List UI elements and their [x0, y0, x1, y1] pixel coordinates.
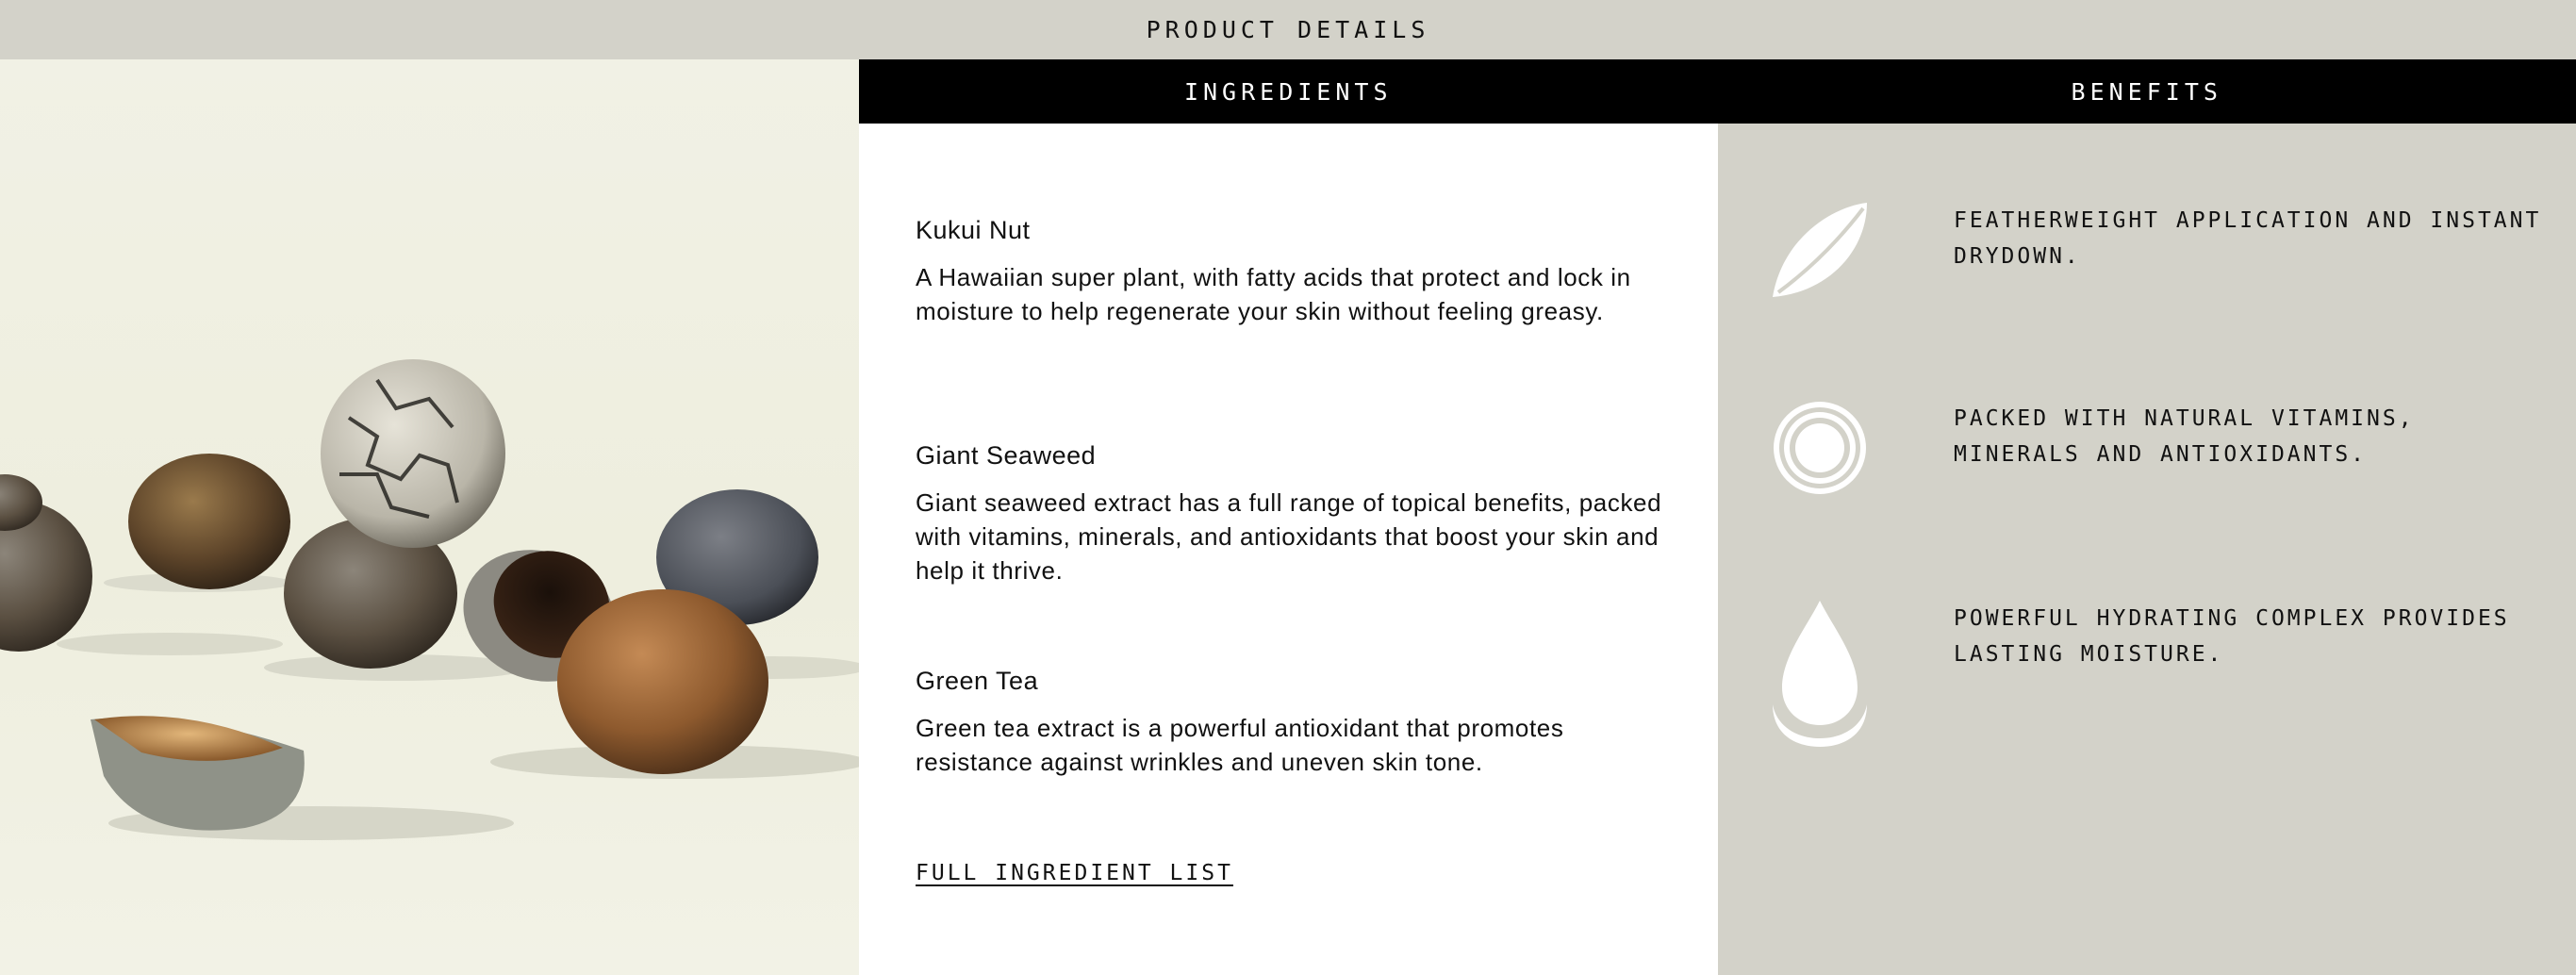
ingredient-description: Green tea extract is a powerful antioxidant that promotes resistance against wrinkles and uneven skin tone.: [916, 714, 1564, 776]
tab-benefits[interactable]: BENEFITS: [2071, 77, 2222, 106]
ingredient-name: Kukui Nut: [916, 216, 1031, 244]
tab-ingredients[interactable]: INGREDIENTS: [1183, 77, 1393, 106]
leaf-icon: [1773, 203, 1871, 354]
ingredient-giant-seaweed: [916, 441, 1670, 587]
concentric-circles-icon: [1773, 401, 1871, 552]
tab-bar: [859, 59, 2576, 124]
benefit-item: [1773, 203, 2546, 354]
page-header: [0, 0, 2576, 59]
ingredient-name: Giant Seaweed: [916, 441, 1097, 470]
kukui-nuts-image: [0, 59, 859, 975]
ingredient-name: Green Tea: [916, 667, 1039, 695]
benefit-text: FEATHERWEIGHT APPLICATION AND INSTANT DRYDOWN.: [1954, 208, 2542, 269]
product-ingredients-photo: [0, 59, 859, 975]
ingredient-description: Giant seaweed extract has a full range of topical benefits, packed with vitamins, minerals, and antioxidants that boost your skin and help it thrive.: [916, 488, 1662, 585]
benefit-item: [1773, 601, 2546, 752]
benefit-item: [1773, 401, 2546, 552]
benefits-panel: [1718, 124, 2576, 975]
ingredient-kukui-nut: [916, 216, 1670, 328]
benefit-text: POWERFUL HYDRATING COMPLEX PROVIDES LASTING MOISTURE.: [1954, 606, 2510, 667]
full-ingredient-list-link[interactable]: FULL INGREDIENT LIST: [916, 861, 1233, 885]
ingredients-panel: [859, 124, 1718, 975]
benefit-text: PACKED WITH NATURAL VITAMINS, MINERALS AND ANTIOXIDANTS.: [1954, 406, 2415, 467]
ingredient-green-tea: [916, 667, 1670, 779]
water-drop-icon: [1773, 601, 1871, 752]
ingredient-description: A Hawaiian super plant, with fatty acids that protect and lock in moisture to help regenerate your skin without feeling greasy.: [916, 263, 1631, 325]
page-title: PRODUCT DETAILS: [1146, 16, 1430, 43]
